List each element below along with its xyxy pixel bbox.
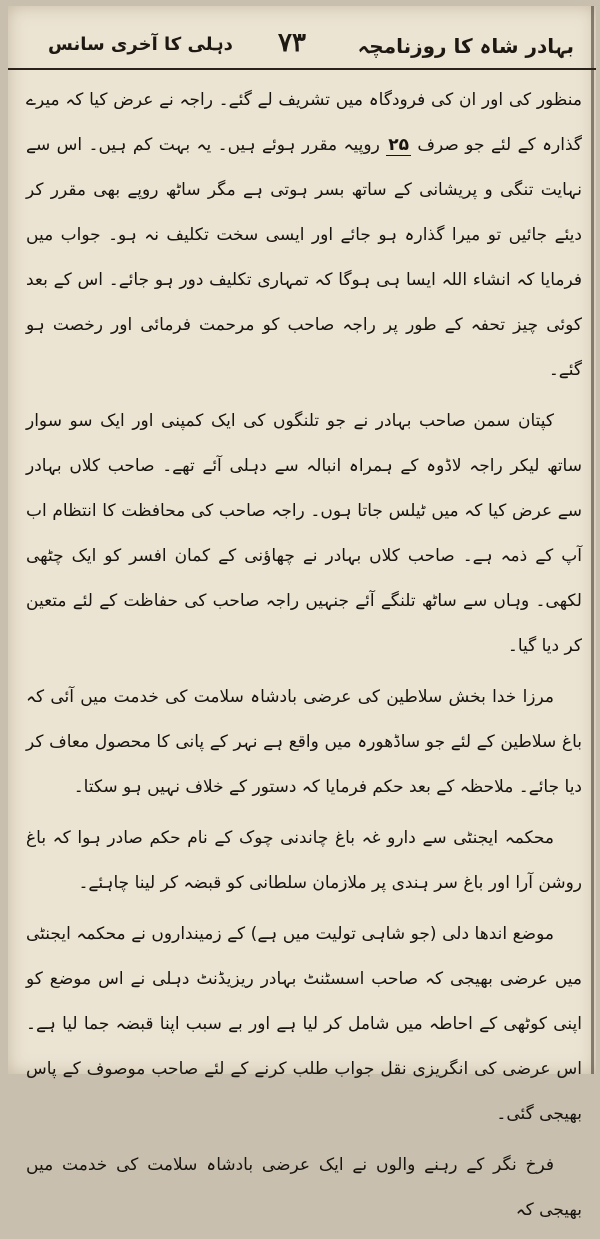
running-head bbox=[8, 28, 596, 70]
paragraph-4: محکمہ ایجنٹی سے دارو غہ باغ چاندنی چوک کے نام حکم صادر ہوا کہ باغ روشن آرا اور باغ سر ہندی پر ملازمان سلطانی کو قبضہ کر لینا چاہئے۔ bbox=[26, 828, 582, 893]
page-edge-rule bbox=[591, 6, 594, 1074]
book-title: بہادر شاہ کا روزنامچہ bbox=[357, 34, 574, 58]
paragraph-3: مرزا خدا بخش سلاطین کی عرضی بادشاہ سلامت کی خدمت میں آئی کہ باغ سلاطین کے لئے جو ساڈھورہ میں واقع ہے نہر کے پانی کا محصول معاف کر دیا جائے۔ ملاحظہ کے بعد حکم فرمایا کہ دستور کے خلاف نہیں ہو سکتا۔ bbox=[26, 687, 582, 797]
paragraph-text: روپیہ مقرر ہوئے ہیں۔ یہ بہت کم ہیں۔ اس سے نہایت تنگی و پریشانی کے ساتھ بسر ہوتی ہے مگر ساٹھ روپے بھی مقرر کر دیئے جائیں تو میرا گذارہ ہو جائے اور ایسی سخت تکلیف نہ ہو۔ جواب میں فرمایا کہ انشاء اللہ ایسا ہی ہوگا کہ تمہاری تکلیف دور ہو جائے۔ اس کے بعد کوئی چیز تحفہ کے طور پر راجہ صاحب کو مرحمت فرمائی اور رخصت ہو گئے۔ bbox=[26, 135, 582, 380]
paragraph-text: منظور کی اور ان کی فرودگاہ میں تشریف لے گئے۔ راجہ نے عرض کیا کہ میرے گذارہ کے لئے جو صرف bbox=[26, 90, 583, 155]
paragraph-2: کپتان سمن صاحب بہادر نے جو تلنگوں کی ایک کمپنی اور ایک سو سوار ساتھ لیکر راجہ لاڈوہ کے ہمراہ انبالہ سے دہلی آئے تھے۔ صاحب کلاں بہادر سے عرض کیا کہ میں ٹیلس جاتا ہوں۔ راجہ صاحب کی محافظت کا انتظام اب آپ کے ذمہ ہے۔ صاحب کلاں بہادر نے چھاؤنی کے کمان افسر کو ایک چٹھی لکھی۔ وہاں سے ساٹھ تلنگے آئے جنہیں راجہ صاحب کی حفاظت کے لئے متعین کر دیا گیا۔ bbox=[26, 411, 582, 656]
section-title: دہلی کا آخری سانس bbox=[48, 34, 233, 55]
allowance-number: ۲۵ bbox=[388, 135, 409, 155]
paragraph-6: فرخ نگر کے رہنے والوں نے ایک عرضی بادشاہ سلامت کی خدمت میں بھیجی کہ bbox=[26, 1155, 582, 1220]
page-body bbox=[26, 78, 582, 1239]
paragraph-1 bbox=[26, 78, 582, 393]
book-page bbox=[8, 6, 596, 1220]
page-number: ۷۳ bbox=[278, 28, 306, 58]
paragraph-5: موضع اندھا دلی (جو شاہی تولیت میں ہے) کے زمینداروں نے محکمہ ایجنٹی میں عرضی بھیجی کہ صاحب اسسٹنٹ بہادر ریزیڈنٹ دہلی نے اس موضع کو اپنی کوٹھی کے احاطہ میں شامل کر لیا ہے اور بے سبب اپنا قبضہ جما لیا ہے۔ اس عرضی کی انگریزی نقل جواب طلب کرنے کے لئے صاحب موصوف کے پاس بھیجی گئی۔ bbox=[26, 924, 582, 1124]
